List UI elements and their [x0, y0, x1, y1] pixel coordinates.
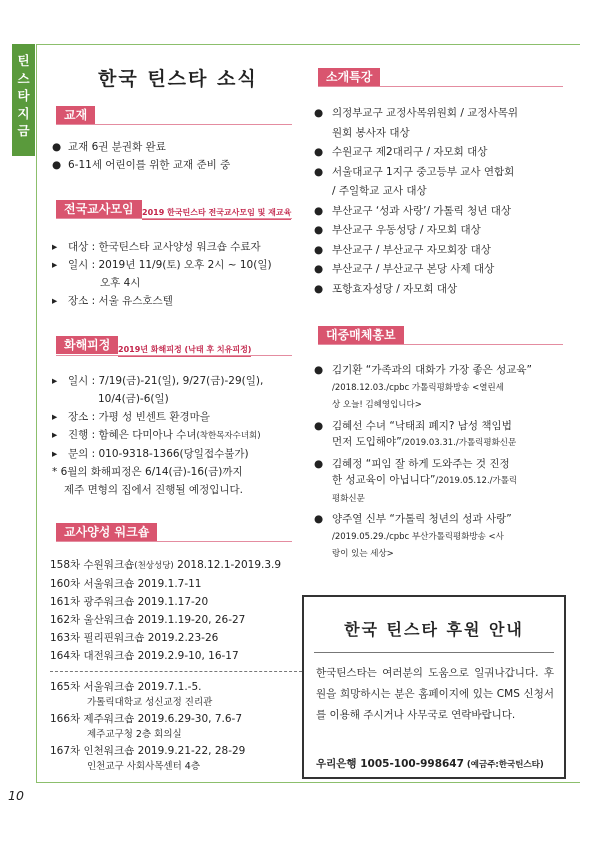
- media-list: [314, 362, 566, 567]
- note-line: * 6월의 화해피정은 6/14(금)-16(금)까지: [52, 466, 243, 478]
- triangle-bullet-icon: ▸: [52, 411, 58, 423]
- workshops-header: 교사양성 워크숍: [56, 523, 157, 541]
- list-item: ● 수원교구 제2대리구 / 자모회 대상: [314, 143, 570, 163]
- list-item: ● 김기환 “가족과의 대화가 가장 좋은 성교육” /2018.12.03./cpbc 가톨릭평화방송 <열린세 상 오늘! 김혜영입니다>: [314, 364, 532, 410]
- bullet-icon: ●: [314, 457, 324, 470]
- list-item: ● 부산교구 / 부산교구 자모회장 대상: [314, 241, 570, 261]
- teachers-list: [52, 238, 302, 310]
- bullet-icon: ●: [52, 159, 62, 171]
- workshop-venue: 가톨릭대학교 성신교정 진리관: [87, 697, 213, 708]
- list-item: ● 김혜선 수녀 “낙태죄 폐지? 남성 책임법 먼저 도입해야”/2019.03.31./가톨릭평화신문: [314, 419, 517, 448]
- list-item: ● 포항효자성당 / 자모회 대상: [314, 280, 570, 300]
- list-item: ● 김혜정 “피임 잘 하게 도와주는 것 진정 한 성교육이 아닙니다”/2019.05.12./가톨릭 평화신문: [314, 457, 518, 504]
- reconcile-header: 화해피정: [56, 336, 118, 354]
- donation-body: 한국틴스타는 여러분의 도움으로 일궈나갑니다. 후원을 희망하시는 분은 홈페이지에 있는 CMS 신청서를 이용해 주시거나 사무국로 연락바랍니다.: [316, 667, 554, 721]
- side-tab-char: 스: [17, 70, 30, 86]
- bullet-icon: ●: [314, 165, 324, 178]
- list-item: ● 부산교구 우동성당 / 자모회 대상: [314, 221, 570, 241]
- list-item: ● 교재 6권 분권화 완료: [52, 138, 292, 156]
- triangle-bullet-icon: ▸: [52, 429, 58, 441]
- workshop-item: 163차 필리핀워크숍 2019.2.23-26: [50, 632, 219, 644]
- bullet-icon: ●: [314, 146, 324, 158]
- list-item: ● 서울대교구 1지구 중고등부 교사 연합회 / 주일학교 교사 대상: [314, 163, 570, 202]
- teachers-header-rule: [56, 218, 292, 219]
- list-item: ● 양주열 신부 “가톨릭 청년의 성과 사랑” /2019.05.29./cpbc 부산가톨릭평화방송 <사 랑이 있는 세상>: [314, 513, 512, 559]
- top-divider: [36, 44, 580, 45]
- workshop-item: 166차 제주워크숍 2019.6.29-30, 7.6-7: [50, 713, 243, 725]
- dashed-divider: [50, 671, 302, 672]
- bullet-icon: ●: [52, 141, 62, 153]
- workshop-item: 162차 울산워크숍 2019.1.19-20, 26-27: [50, 614, 246, 626]
- bullet-icon: ●: [314, 364, 324, 376]
- workshop-item: 167차 인천워크숍 2019.9.21-22, 28-29: [50, 745, 246, 757]
- list-item: ● 부산교구 / 부산교구 본당 사제 대상: [314, 260, 570, 280]
- teachers-subtitle: 2019 한국틴스타 전국교사모임 및 재교육: [142, 207, 291, 220]
- donation-bank-account: 우리은행 1005-100-998647 (예금주:한국틴스타): [316, 758, 544, 770]
- workshop-venue: 인천교구 사회사목센터 4층: [87, 761, 201, 772]
- triangle-bullet-icon: ▸: [52, 448, 58, 460]
- triangle-bullet-icon: ▸: [52, 259, 58, 271]
- triangle-bullet-icon: ▸: [52, 295, 58, 307]
- bottom-divider: [36, 782, 580, 783]
- side-tab-char: 금: [17, 123, 30, 138]
- list-item: ● 6-11세 어린이를 위한 교재 준비 중: [52, 156, 292, 174]
- list-item-continued: 오후 4시: [100, 277, 141, 289]
- list-item: ● 의정부교구 교정사목위원회 / 교정사목위 원회 봉사자 대상: [314, 104, 570, 143]
- textbook-header: 교재: [56, 106, 95, 124]
- textbook-list: [52, 138, 292, 174]
- workshop-item: 164차 대전워크숍 2019.2.9-10, 16-17: [50, 650, 239, 662]
- lectures-header-rule: [318, 86, 563, 87]
- list-item: ▸ 장소 : 서울 유스호스텔: [52, 292, 302, 310]
- workshops-header-rule: [56, 541, 292, 542]
- bullet-icon: ●: [314, 282, 324, 295]
- side-tab-char: 틴: [17, 53, 30, 68]
- lectures-list: [314, 104, 570, 299]
- reconcile-list: [52, 372, 302, 499]
- page-number: 10: [8, 788, 24, 803]
- bullet-icon: ●: [314, 513, 324, 525]
- list-item: ▸ 대상 : 한국틴스타 교사양성 워크숍 수료자: [52, 238, 302, 256]
- workshop-venue: 제주교구청 2층 회의실: [87, 729, 182, 740]
- reconcile-header-rule: [56, 355, 292, 356]
- reconcile-subtitle: 2019년 화해피정 (낙태 후 치유피정): [118, 344, 251, 357]
- triangle-bullet-icon: ▸: [52, 241, 58, 253]
- left-divider: [36, 44, 37, 782]
- list-item: ● 부산교구 ‘성과 사랑’/ 가톨릭 청년 대상: [314, 202, 570, 222]
- bullet-icon: ●: [314, 204, 324, 217]
- list-item-continued: 10/4(금)-6(일): [98, 393, 169, 405]
- workshop-item: 165차 서울워크숍 2019.7.1.-5.: [50, 681, 202, 693]
- donation-divider: [314, 652, 554, 653]
- side-tab-char: 지: [17, 105, 30, 121]
- side-tab: [12, 44, 35, 156]
- donation-title: 한국 틴스타 후원 안내: [344, 620, 524, 639]
- media-header: 대중매체홍보: [318, 326, 404, 344]
- bullet-icon: ●: [314, 107, 324, 119]
- media-header-rule: [318, 344, 563, 345]
- list-item: ▸ 일시 : 7/19(금)-21(일), 9/27(금)-29(일),: [52, 372, 302, 390]
- bullet-icon: ●: [314, 224, 324, 236]
- list-item: ▸ 장소 : 가평 성 빈센트 환경마을: [52, 408, 302, 426]
- textbook-header-rule: [56, 124, 292, 125]
- list-item: ▸ 일시 : 2019년 11/9(토) 오후 2시 ~ 10(일): [52, 256, 302, 274]
- workshop-item: 160차 서울워크숍 2019.1.7-11: [50, 578, 202, 590]
- teachers-header: 전국교사모임: [56, 200, 142, 218]
- bullet-icon: ●: [314, 263, 324, 275]
- triangle-bullet-icon: ▸: [52, 375, 58, 387]
- bullet-icon: ●: [314, 243, 324, 256]
- note-line: 제주 면형의 집에서 진행될 예정입니다.: [64, 484, 243, 496]
- lectures-header: 소개특강: [318, 68, 380, 86]
- page-title: 한국 틴스타 소식: [98, 68, 258, 90]
- workshop-item: 158차 수원워크숍(천상성당) 2018.12.1-2019.3.9: [50, 559, 282, 571]
- list-item: ▸ 문의 : 010-9318-1366(당일접수불가): [52, 445, 302, 463]
- donation-box: [302, 595, 566, 779]
- list-item: ▸ 진행 : 함혜은 다미아나 수녀(착한목자수녀회): [52, 426, 302, 445]
- side-tab-char: 타: [17, 88, 30, 103]
- workshops-list: [50, 556, 302, 774]
- workshop-item: 161차 광주워크숍 2019.1.17-20: [50, 596, 209, 608]
- bullet-icon: ●: [314, 419, 324, 432]
